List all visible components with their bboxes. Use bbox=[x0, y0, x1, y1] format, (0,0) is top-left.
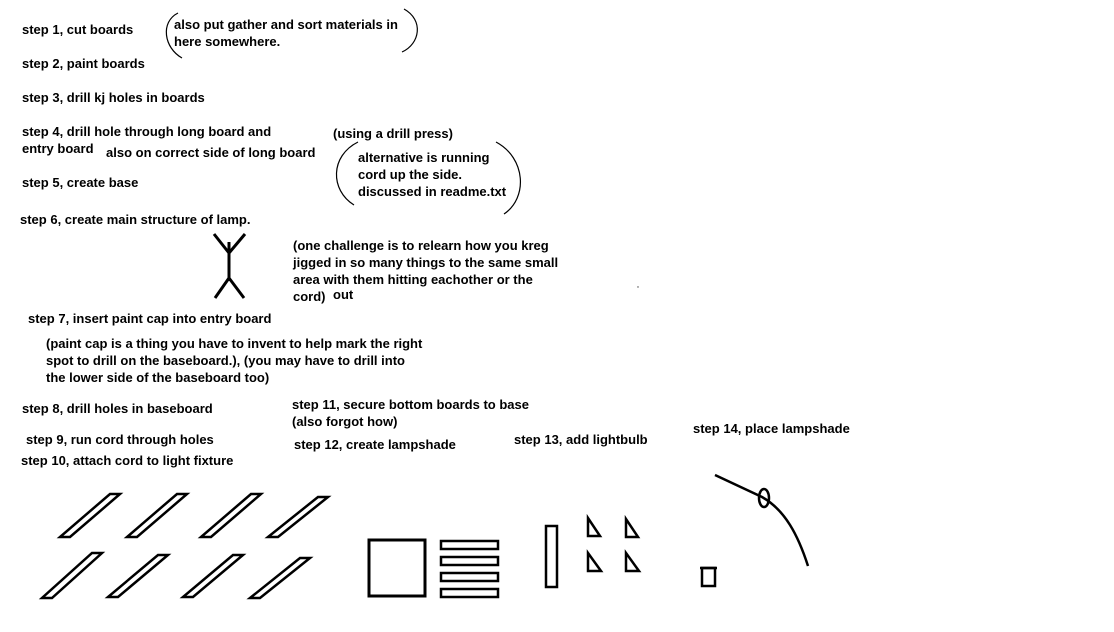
note-challenge-line3: area with them hitting eachother or the bbox=[293, 272, 533, 287]
step-5: step 5, create base bbox=[22, 175, 139, 190]
triangle-brackets bbox=[588, 518, 639, 571]
note-drill-press: (using a drill press) bbox=[333, 126, 453, 141]
note-challenge-out: out bbox=[333, 287, 354, 302]
cord-drawing bbox=[715, 475, 808, 566]
note-alt-line3: discussed in readme.txt bbox=[358, 184, 507, 199]
long-board bbox=[546, 526, 557, 587]
note-paintcap-line2: spot to drill on the baseboard.), (you may have to drill into bbox=[46, 353, 405, 368]
board-5 bbox=[42, 553, 102, 598]
note-gather-line1: also put gather and sort materials in bbox=[174, 17, 398, 32]
stray-dot bbox=[637, 286, 638, 287]
step-4-line2: entry board bbox=[22, 141, 94, 156]
lamp-structure-sketch bbox=[214, 234, 245, 298]
note-correct-side: also on correct side of long board bbox=[106, 145, 316, 160]
step-10: step 10, attach cord to light fixture bbox=[21, 453, 234, 468]
step-14: step 14, place lampshade bbox=[693, 421, 850, 436]
board-6 bbox=[108, 555, 168, 597]
gather-note-bracket-right bbox=[402, 9, 417, 52]
boards-drawing bbox=[42, 494, 328, 598]
step-2: step 2, paint boards bbox=[22, 56, 145, 71]
step-6: step 6, create main structure of lamp. bbox=[20, 212, 251, 227]
board-8 bbox=[250, 558, 310, 598]
board-2 bbox=[127, 494, 187, 537]
step-11: step 11, secure bottom boards to base bbox=[292, 397, 529, 412]
gather-note-bracket bbox=[166, 13, 182, 58]
note-paintcap-line1: (paint cap is a thing you have to invent to help mark the right bbox=[46, 336, 423, 351]
alt-note-bracket-left bbox=[336, 142, 358, 205]
step-9: step 9, run cord through holes bbox=[26, 432, 214, 447]
stacked-boards bbox=[441, 541, 498, 597]
note-challenge-line2: jigged in so many things to the same small bbox=[293, 255, 559, 270]
note-paintcap-line3: the lower side of the baseboard too) bbox=[46, 370, 270, 385]
note-alt-line2: cord up the side. bbox=[358, 167, 463, 182]
step-1: step 1, cut boards bbox=[22, 22, 134, 37]
note-alt-line1: alternative is running bbox=[358, 150, 490, 165]
step-7: step 7, insert paint cap into entry board bbox=[28, 311, 272, 326]
step-12: step 12, create lampshade bbox=[294, 437, 456, 452]
note-forgot-how: (also forgot how) bbox=[292, 414, 398, 429]
note-challenge-line4: cord) bbox=[293, 289, 326, 304]
step-13: step 13, add lightbulb bbox=[514, 432, 648, 447]
board-4 bbox=[268, 497, 328, 537]
board-1 bbox=[60, 494, 120, 537]
note-gather-line2: here somewhere. bbox=[174, 34, 281, 49]
board-3 bbox=[201, 494, 261, 537]
note-challenge-line1: (one challenge is to relearn how you kreg bbox=[293, 238, 549, 253]
alt-note-bracket-right bbox=[496, 142, 520, 214]
step-8: step 8, drill holes in baseboard bbox=[22, 401, 213, 416]
board-7 bbox=[183, 555, 243, 597]
step-3: step 3, drill kj holes in boards bbox=[22, 90, 205, 105]
step-4-line1: step 4, drill hole through long board and bbox=[22, 124, 272, 139]
lightbulb-drawing bbox=[700, 568, 717, 586]
base-square bbox=[369, 540, 425, 596]
